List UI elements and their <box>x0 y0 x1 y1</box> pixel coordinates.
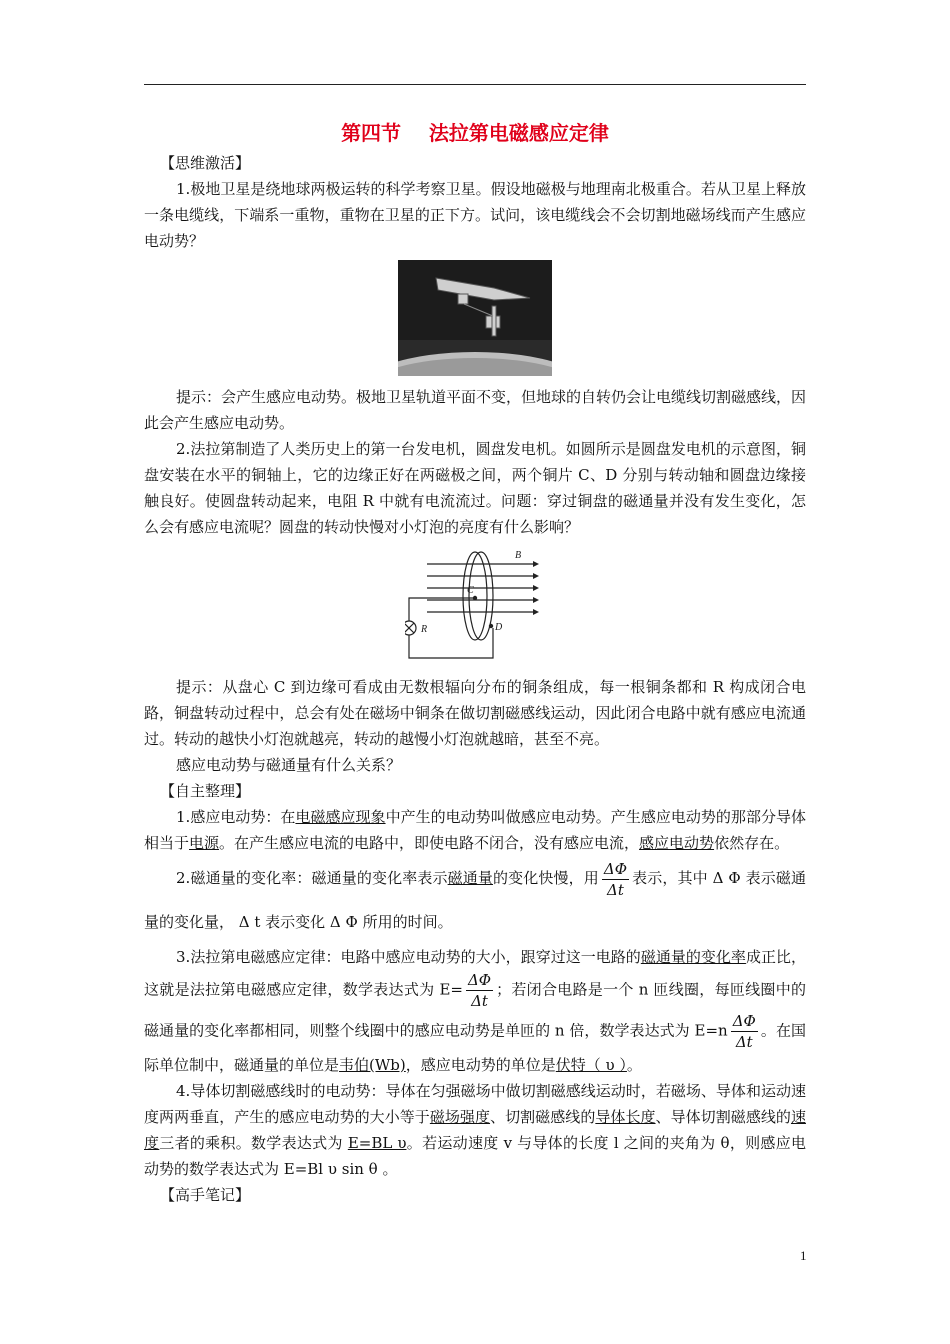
disk-generator-diagram <box>405 546 545 666</box>
answer-length: 导体长度 <box>595 1108 656 1126</box>
flux-rate-fraction: $\frac{\Delta\Phi}{\Delta t}$ <box>603 859 628 899</box>
coil-law-fraction: $\frac{\Delta\Phi}{\Delta t}$ <box>732 1012 756 1051</box>
section-heading-thinking: 【思维激活】 <box>160 154 251 172</box>
page-title <box>144 118 806 148</box>
law-fraction: $\frac{\Delta\Phi}{\Delta t}$ <box>467 971 492 1010</box>
label-c: C <box>467 585 474 596</box>
answer-speed: 速度 <box>144 1108 806 1152</box>
answer-source: 电源 <box>189 834 220 852</box>
answer-phenomenon: 电磁感应现象 <box>295 808 386 826</box>
question-1: 1.极地卫星是绕地球两极运转的科学考察卫星。假设地磁极与地理南北极重合。若从卫星上释放一条电缆线，下端系一重物，重物在卫星的正下方。试问，该电缆线会不会切割地磁场线而产生感应电动势？ <box>144 180 806 250</box>
point-1: 1.感应电动势：在电磁感应现象中产生的电动势叫做感应电动势。产生感应电动势的那部分导体相当于电源。在产生感应电流的电路中，即使电路不闭合，没有感应电流，感应电动势依然存在。 <box>144 808 806 852</box>
label-d: D <box>495 622 503 633</box>
document-body <box>144 118 806 1208</box>
hint-1: 提示：会产生感应电动势。极地卫星轨道平面不变，但地球的自转仍会让电缆线切割磁感线，因此会产生感应电动势。 <box>144 388 807 432</box>
question-3: 感应电动势与磁通量有什么关系？ <box>176 756 402 774</box>
title-topic: 法拉第电磁感应定律 <box>428 121 609 145</box>
answer-emf: 感应电动势 <box>639 834 715 852</box>
answer-field-strength: 磁场强度 <box>429 1108 491 1126</box>
answer-volt: 伏特（ υ ） <box>555 1056 627 1074</box>
section-heading-notes: 【高手笔记】 <box>160 1186 251 1204</box>
question-2: 2.法拉第制造了人类历史上的第一台发电机，圆盘发电机。如圆所示是圆盘发电机的示意图，铜盘安装在水平的铜轴上，它的边缘正好在两磁极之间，两个铜片 C、D 分别与转动轴和圆盘边缘接触良好。使圆盘转动起来，电阻 R 中就有电流流过。问题：穿过铜盘的磁通量并没有发生变化，怎么会有感应电流呢？圆盘的转动快慢对小灯泡的亮度有什么影响？ <box>144 440 806 536</box>
section-heading-self-study: 【自主整理】 <box>160 782 251 800</box>
header-rule <box>144 84 806 85</box>
answer-formula: E=BL υ <box>347 1134 407 1152</box>
point-4: 4.导体切割磁感线时的电动势：导体在匀强磁场中做切割磁感线运动时，若磁场、导体和运动速度两两垂直，产生的感应电动势的大小等于磁场强度、切割磁感线的导体长度、导体切割磁感线的速度三者的乘积。数学表达式为 E=BL υ。若运动速度 v 与导体的长度 l 之间的夹角为 θ，则感应电动势的数学表达式为 E=Bl υ sin θ 。 <box>144 1082 806 1178</box>
point-2: 2.磁通量的变化率：磁通量的变化率表示磁通量的变化快慢，用 $\frac{\Delta\Phi}{\Delta t}$ 表示，其中 Δ Φ 表示磁通量的变化量， Δ t 表示变化 Δ Φ 所用的时间。 <box>144 859 806 931</box>
label-b: B <box>515 550 522 561</box>
satellite-photo <box>398 260 552 376</box>
hint-2: 提示：从盘心 C 到边缘可看成由无数根辐向分布的铜条组成，每一根铜条都和 R 构成闭合电路，铜盘转动过程中，总会有处在磁场中铜条在做切割磁感线运动，因此闭合电路中就有感应电流通过。转动的越快小灯泡就越亮，转动的越慢小灯泡就越暗，甚至不亮。 <box>144 678 806 748</box>
title-section-number: 第四节 <box>341 121 402 145</box>
answer-flux-rate: 磁通量的变化率 <box>640 948 746 966</box>
answer-flux: 磁通量 <box>447 869 493 887</box>
point-3: 3.法拉第电磁感应定律：电路中感应电动势的大小，跟穿过这一电路的磁通量的变化率成正比，这就是法拉第电磁感应定律，数学表达式为 E= $\frac{\Delta\Phi}{\Delta t}$ ；若闭合电路是一个 n 匝线圈，每匝线圈中的磁通量的变化率都相同，则整个线圈中的感应电动势是单匝的 n 倍，数学表达式为 E=n $\frac{\Delta\Phi}{\Delta t}$ 。在国际单位制中，磁通量的单位是韦伯(Wb)，感应电动势的单位是伏特（ υ ）。 <box>144 948 806 1074</box>
page-number: 1 <box>800 1248 807 1263</box>
label-r: R <box>421 624 428 635</box>
answer-weber: 韦伯(Wb) <box>339 1056 406 1074</box>
